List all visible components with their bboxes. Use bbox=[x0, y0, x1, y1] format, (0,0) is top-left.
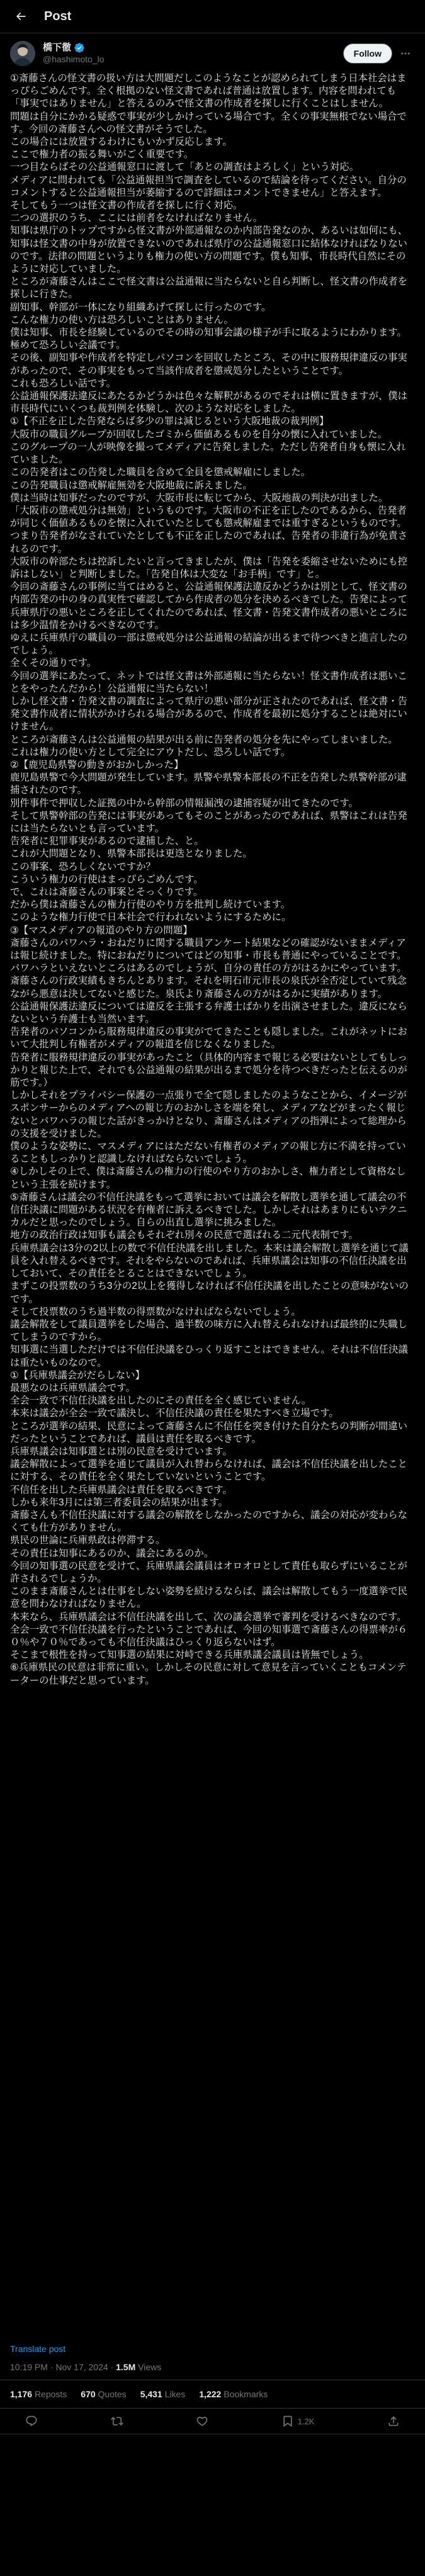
post-meta bbox=[0, 2356, 425, 2380]
author-name-line bbox=[43, 42, 343, 53]
post-text: ①斎藤さんの怪文書の扱い方は大問題だしこのようなことが認められてしまう日本社会はまっぴらごめんです。全く根拠のない怪文書であれば普通は放置します。内容を問われても「事実ではありません」と答えるのみで怪文書の作成者を探しに行くことはしません。 問題は自分にかかる疑惑で事実が少しかけっている場合です。全くの事実無根でない場合です。今回の斎藤さんへの怪文書がそうでした。 この場合には放置するわけにもいかず反応します。 ここで権力者の振る舞いがごく重要です。 一つ目ならばその公益通報窓口に渡して「あとの調査はよろしく」という対応。 メディアに問われても「公益通報担当で調査をしているので結論を待ってください。自分のコメントすると公益通報担当が萎縮するので詳細はコメントできません」と答えます。 そしてもう一つは怪文書の作成者を探しに行く対応。 二つの選択のうち、ここには前者をなければなりません。 知事は県庁のトップですから怪文書が外部通報なのか内部告発なのか、あるいは如何にも、知事は怪文書の中身が放置できないのであれば県庁の公益通報窓口に結体なければなりないのです。法律の問題というよりも権力の使い方の問題です。僕も知事、市長時代自然にそのように対応していました。 ところが斎藤さんはここで怪文書は公益通報に当たらないと自ら判断し、怪文書の作成者を探しに行きた。 副知事、幹部が一体になり組織あげて探しに行ったのです。 こんな権力の使い方は恐ろしいことはありません。 僕は知事、市長を経験しているのでその時の知事会議の様子が手に取るようにわかります。 極めて恐ろしい会議です。 その後、副知事や作成者を特定しパソコンを回収したところ、その中に服務規律違反の事実があったので、その事実をもって当該作成者を懲戒処分したということです。 これも恐ろしい話です。 公益通報保護法違反にあたるかどうかは色々な解釈があるのでそれは横に置きますが、僕は市長時代にいくつも裁判例を体験し、次のような対応をしました。 ①【不正を正した告発ならば多少の罪は減じるという大阪地裁の裁判例】 大阪市の職員グループが回収したゴミから価値あるものを自分の懐に入れていました。 このグループの一人が映像を撮ってメディアに告発しました。ただし告発者自身も懐に入れていました。 この告発者はこの告発した職員を含めて全員を懲戒解雇にしました。 この告発職員は懲戒解雇無効を大阪地裁に訴えました。 僕は当時は知事だったのですが、大阪市長に転じてから、大阪地裁の判決が出ました。 「大阪市の懲戒処分は無効」というものです。大阪市の不正を正したのであるから、告発者が同じく価値あるものを懐に入れていたとしても懲戒解雇までは重すぎるというものです。 つまり告発者がなされていたとしても不正を正したのであれば、告発者の非違行為が免責されるのです。 大阪市の幹部たちは控訴したいと言ってきましたが、僕は「告発を委縮させないためにも控訴はしない」と判断しました。「告発自体は大変な「お手柄」です」と。 今回の斎藤さんの事例に当てはめると、公益通報保護法違反かどうかは別として、怪文書の内部告発の中の身の真実性で確認してから作成者の処分を決めるべきでした。告発によって兵庫県庁の悪いところを正してくれたのであれば、怪文書・告発文書作成者の悪いところには多少温情をかけるべきなのです。 ゆえに兵庫県庁の職員の一部は懲戒処分は公益通報の結論が出るまで待つべきと進言したのでしょう。 全くその通りです。 今回の選挙にあたって、ネットでは怪文書は外部通報に当たらない！怪文書作成者は悪いことをやったんだから！公益通報に当たらない！ しかし怪文書・告発文書の調査によって県庁の悪い部分が正されたのであれば、怪文書・告発文書作成者に情状がかけられる場合があるので、作成者を最初に処分することは絶対にいけません。 ところが斎藤さんは公益通報の結果が出る前に告発者の処分を先にやってしまいました。 これは権力の使い方として完全にアウトだし、恐ろしい話です。 ②【鹿児島県警の動きがおかしかった】 鹿児島県警で今大問題が発生しています。県警や県警本部長の不正を告発した県警幹部が逮捕されたのです。 別件事件で押収した証拠の中から幹部の情報漏洩の逮捕容疑が出てきたのです。 そして県警幹部の告発には事実があってもそのことがあったのであれば、県警はこれは告発には当たらないとも言っています。 告発者に犯罪事実があるので逮捕した、と。 これが大問題となり、県警本部長は更迭となりました。 この事案、恐ろしくないですか？ こういう権力の行使はまっぴらごめんです。 で、これは斎藤さんの事案とそっくりです。 だから僕は斎藤さんの権力行使のやり方を批判し続けています。 このような権力行使で日本社会で行われないようにするために。 ③【マスメディアの報道のやり方の問題】 斎藤さんのパワハラ・おねだりに関する職員アンケート結果などの確認がないままメディアは報じ続けました。特におねだりについてはどの知事・市長も普通にやっていることです。 パワハラといえないところはあるのでしょうが、自分の責任の方がはるかにやっています。 斎藤さんの行政実績もきちんとあります。それを明石市元市長の泉氏が全否定していて残念ながら悪意は決してないと感じた。泉氏より斎藤さんの方がはるかに実績があります。 公益通報保護法違反については違反を主張する弁護士ばかりを出演させました。違反にならないという弁護士も当然います。 告発者のパソコンから服務規律違反の事実がでてきたことも隠しました。これがネットにおいて大批判し有権者がメディアの報道を信じなくなりました。 告発者に服務規律違反の事実があったこと（具体的内容まで報じる必要はないとしてもしっかりと報じた上で、それでも公益通報の結果が出るまで処分を待つべきだったと伝えるのが筋です。） しかしそれをプライバシー保護の一点張りで全て隠しましたのようなことから、イメージがスポンサーからのメディアへの報じ方のおかしさを端を発し、メディアなどがまったく報じないとパワハラの報じた話がきっかけとなり、斎藤さんはメディアの指弾によって総理からの支援を受けました。 僕のような姿勢に、マスメディアにはただない有権者のメディアの報じ方に不満を持っていることもしっかりと認識しなければならないでしょう。 ④しかしその上で、僕は斎藤さんの権力の行使のやり方のおかしさ、権力者として資格なしという主張を続けます。 ⑤斎藤さんは議会の不信任決議をもって選挙においては議会を解散し選挙を通して議会の不信任決議に問題がある状況を有権者に訴えるべきでした。しかしそれはあまりにもいテクニカルだと思ったのでしょう。自らの出直し選挙に挑みました。 地方の政治行政は知事も議会もそれぞれ別々の民意で選ばれる二元代表制です。 兵庫県議会は3分の2以上の数で不信任決議を出しました。本来は議会解散し選挙を通じて議員を入れ替えるべきです。それをやらないのであれば、兵庫県議会は知事の不信任決議を出しておいて、その責任をとることはできないでしょう。 まずこの投票数のうち3分の2以上を獲得しなければ不信任決議を出したことの意味がないのです。 そして投票数のうち過半数の得票数がなければならないでしょう。 議会解散をして議員選挙をした場合、過半数の味方に入れ替えられなければ最終的に失職してしまうのですから。 知事選に当選しただけでは不信任決議をひっくり返すことはできません。それは不信任決議は重たいものなので。 ①【兵庫県議会がだらしない】 最悪なのは兵庫県議会です。 全会一致で不信任決議を出したのにその責任を全く感じていません。 本来は議会が全会一致で議決し、不信任決議の責任を果たすべき立場です。 ところが選挙の結果、民意によって斎藤さんに不信任を突き付けた自分たちの判断が間違いだったということであれば、議員は責任を取るべきです。 兵庫県議会は知事選とは別の民意を受けています。 議会解散によって選挙を通じて議員が入れ替わらなければ、議会は不信任決議を出したことに対する、その責任を全く果たしていないということです。 不信任を出した兵庫県議会は責任を取るべきです。 しかも来年3月には第三者委員会の結果が出ます。 斎藤さんも不信任決議に対する議会の解散をしなかったのですから、議会の対応が変わらなくても仕方がありません。 県民の世論に兵庫県政は停滞する。 その責任は知事にあるのか、議会にあるのか。 今回の知事選の民意を受けて、兵庫県議会議員はオロオロとして責任も取らずにいることが許されるでしょうか。 このまま斎藤さんとは仕事をしない姿勢を続けるならば、議会は解散してもう一度選挙で民意を問わなければなりません。 本来なら、兵庫県議会は不信任決議を出して、次の議会選挙で審判を受けるべきなのです。 全会一致で不信任決議を行ったということであれば、今回の知事選で斎藤さんの得票率が６０％や７０％であっても不信任決議はひっくり返らないはず。 そこまで根性を持って知事選の結果に対峙できる兵庫県議会議員は皆無でしょう。 ⑥兵庫県民の民意は非常に重い。しかしその民意に対して意見を言っていくこともコメンテーターの仕事だと思っています。 bbox=[10, 73, 409, 1686]
verified-badge-icon bbox=[74, 42, 85, 53]
likes-label: Likes bbox=[164, 2389, 186, 2399]
views-count: 1.5M bbox=[116, 2362, 136, 2372]
meta-separator: · bbox=[110, 2362, 116, 2372]
share-icon bbox=[387, 2415, 400, 2427]
bookmark-icon bbox=[281, 2415, 294, 2427]
author-handle[interactable]: @hashimoto_lo bbox=[43, 54, 105, 64]
bookmark-count: 1.2K bbox=[297, 2416, 315, 2426]
reposts-count: 1,176 bbox=[10, 2389, 33, 2399]
follow-button[interactable]: Follow bbox=[343, 43, 392, 64]
action-bar bbox=[0, 2409, 425, 2434]
bookmarks-count: 1,222 bbox=[199, 2389, 222, 2399]
heart-icon bbox=[196, 2415, 208, 2427]
likes-stat[interactable] bbox=[140, 2389, 186, 2399]
bookmarks-stat[interactable] bbox=[199, 2389, 268, 2399]
likes-count: 5,431 bbox=[140, 2389, 162, 2399]
arrow-left-icon bbox=[14, 10, 27, 23]
post-timestamp[interactable]: 10:19 PM · Nov 17, 2024 bbox=[10, 2362, 108, 2372]
quotes-stat[interactable] bbox=[81, 2389, 126, 2399]
engagement-stats bbox=[0, 2380, 425, 2409]
back-button[interactable] bbox=[10, 6, 31, 27]
share-button[interactable] bbox=[387, 2415, 400, 2427]
author-row bbox=[0, 33, 425, 66]
repost-button[interactable] bbox=[111, 2415, 123, 2427]
views-label: Views bbox=[138, 2362, 162, 2372]
like-button[interactable] bbox=[196, 2415, 208, 2427]
reposts-stat[interactable] bbox=[10, 2389, 67, 2399]
more-options-icon[interactable] bbox=[396, 44, 415, 63]
reply-button[interactable] bbox=[25, 2415, 38, 2427]
reply-icon bbox=[25, 2415, 38, 2427]
author-name[interactable]: 橋下徹 bbox=[43, 42, 72, 53]
page-title: Post bbox=[44, 9, 72, 23]
bookmark-button[interactable] bbox=[281, 2415, 315, 2427]
quotes-label: Quotes bbox=[98, 2389, 127, 2399]
translate-post-link[interactable]: Translate post bbox=[10, 2344, 66, 2354]
quotes-count: 670 bbox=[81, 2389, 96, 2399]
author-info bbox=[43, 42, 343, 65]
avatar-image-icon bbox=[10, 41, 35, 66]
repost-icon bbox=[111, 2415, 123, 2427]
bookmarks-label: Bookmarks bbox=[224, 2389, 268, 2399]
top-bar bbox=[0, 0, 425, 33]
reposts-label: Reposts bbox=[34, 2389, 67, 2399]
avatar[interactable] bbox=[10, 41, 35, 66]
